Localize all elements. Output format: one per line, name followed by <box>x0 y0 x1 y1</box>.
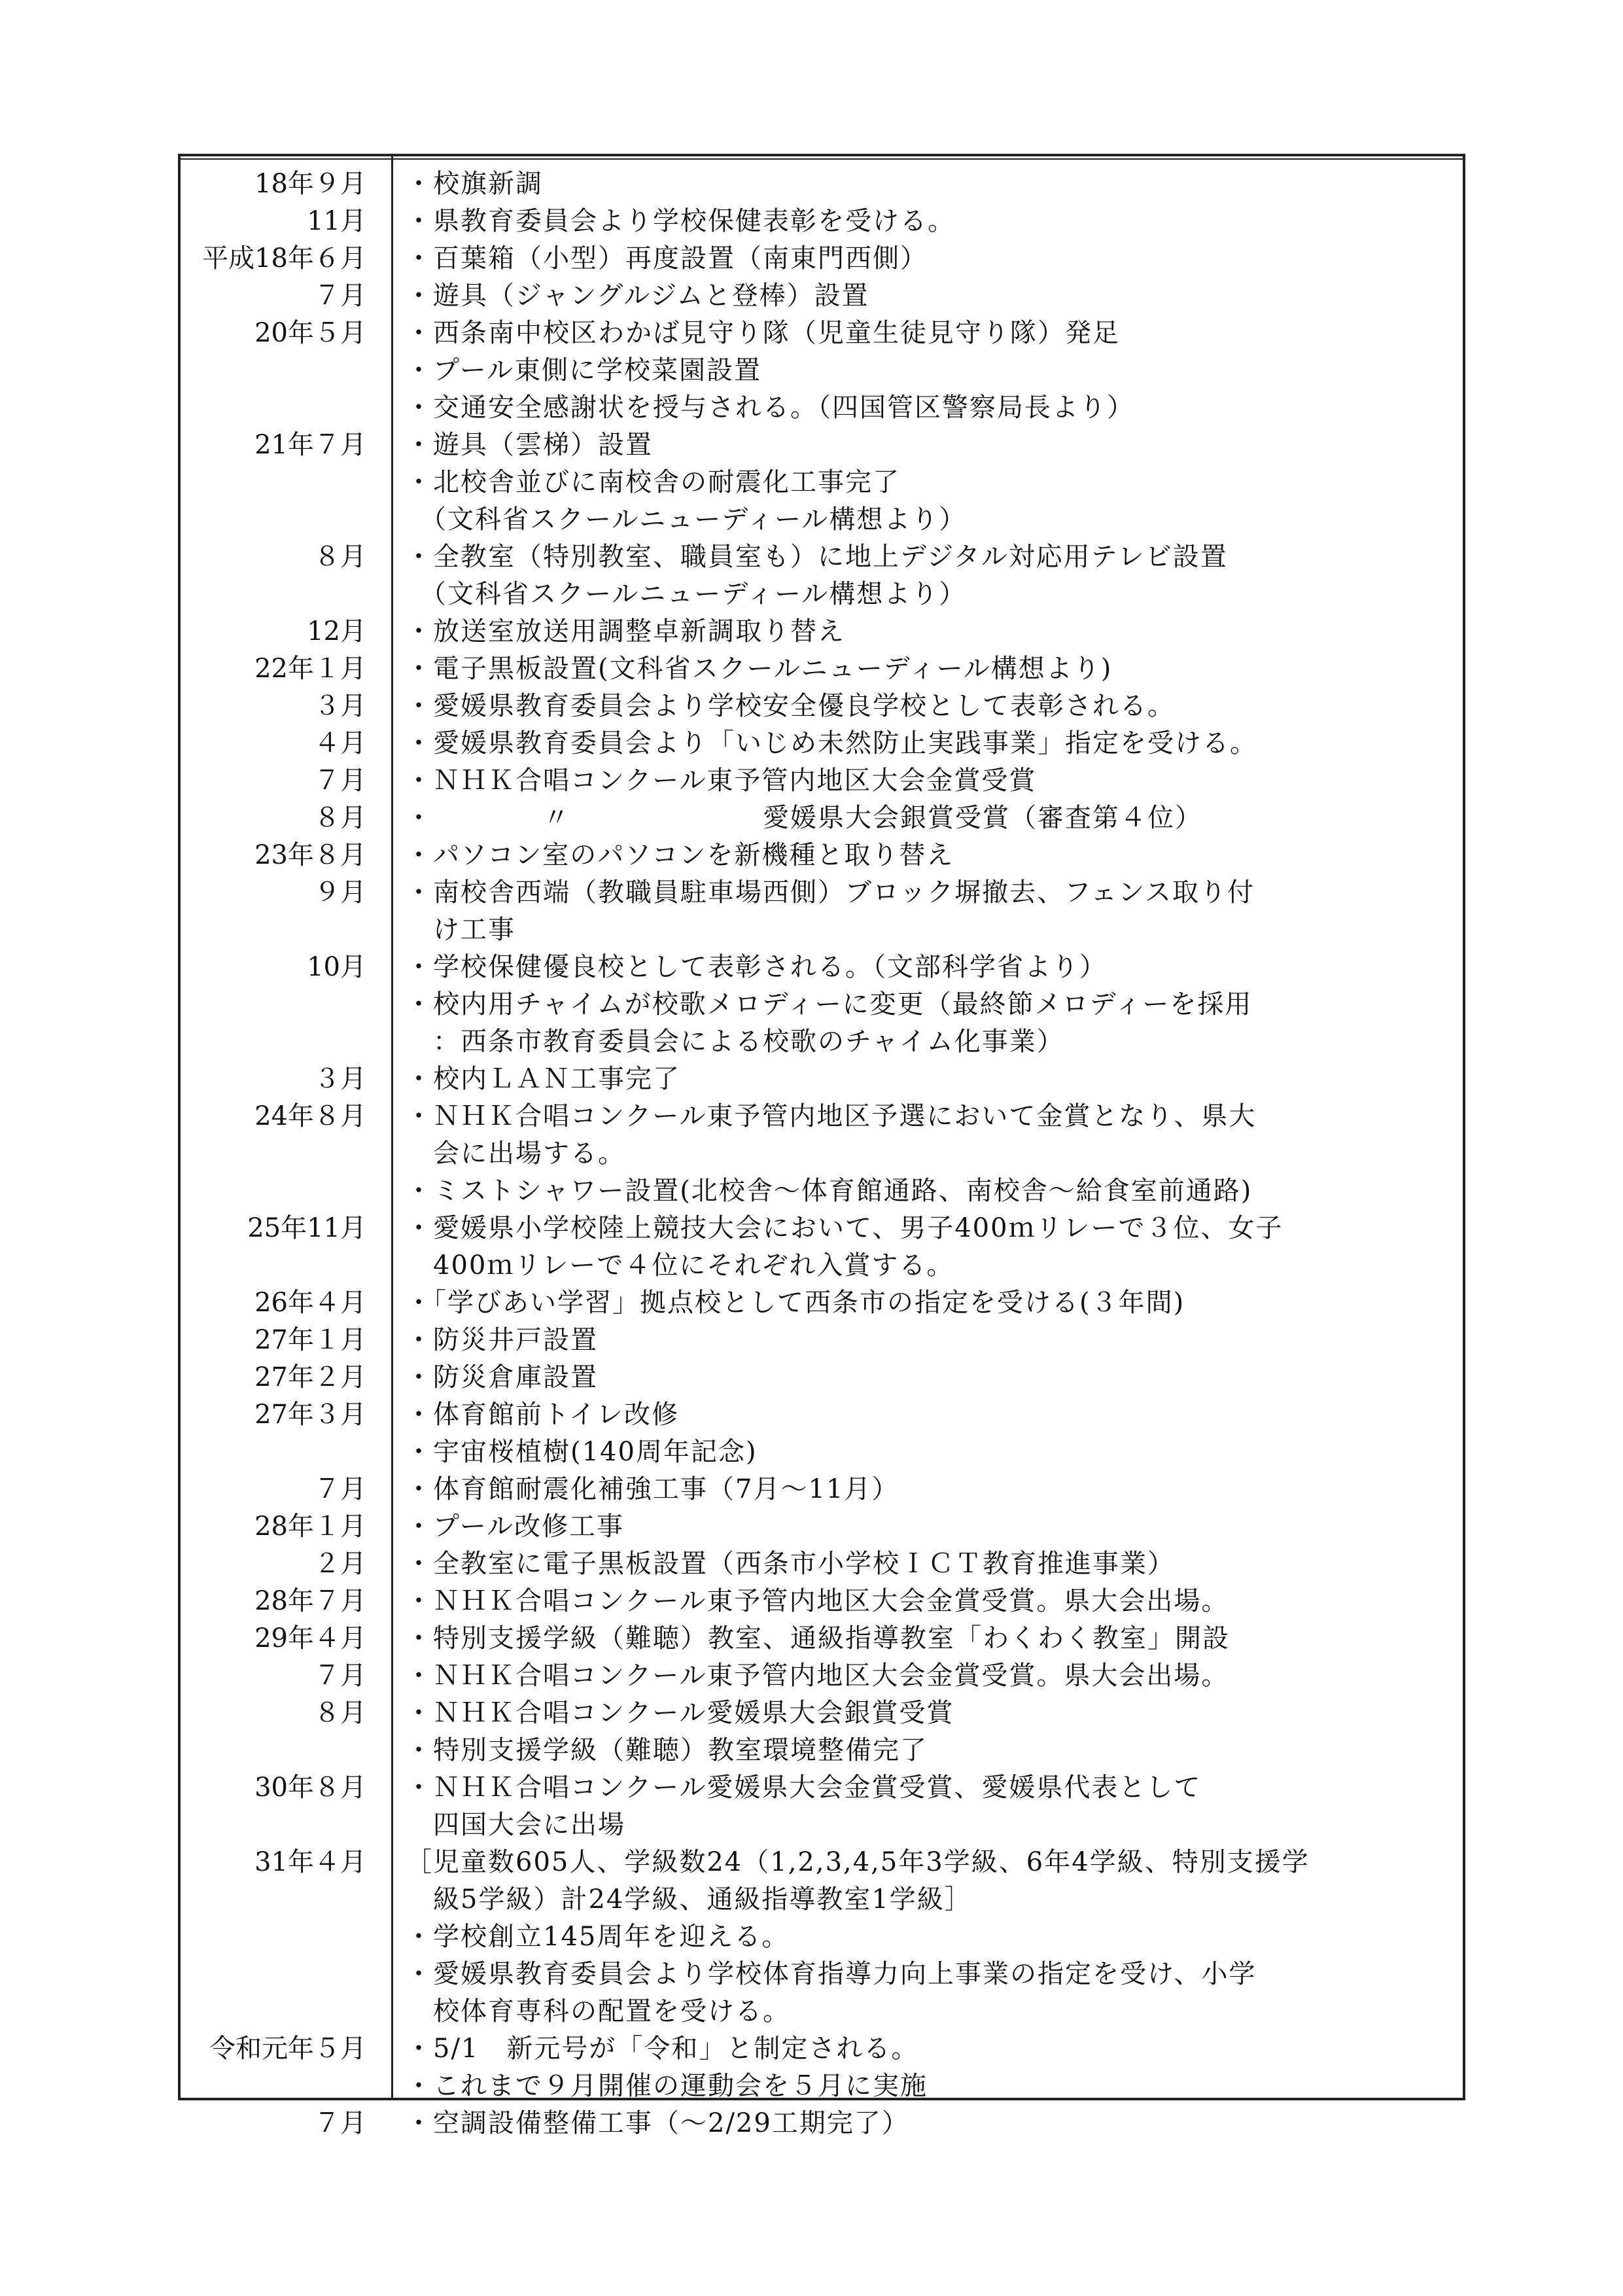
table-row <box>181 762 1463 800</box>
row-date: 18年９月 <box>254 169 366 199</box>
row-date: 20年５月 <box>254 318 366 348</box>
row-date <box>181 1135 391 1173</box>
row-text: 四国大会に出場 <box>406 1810 625 1840</box>
table-row <box>181 501 1463 539</box>
row-text: ・特別支援学級（難聴）教室環境整備完了 <box>406 1735 928 1765</box>
row-text: ・校内用チャイムが校歌メロディーに変更（最終節メロディーを採用 <box>406 989 1253 1019</box>
table-row <box>181 1210 1463 1247</box>
row-date <box>181 352 391 389</box>
table-row <box>181 1918 1463 1956</box>
row-date: ７月 <box>314 2108 366 2138</box>
table-row <box>181 800 1463 837</box>
table-row <box>181 1807 1463 1844</box>
row-text: ・パソコン室のパソコンを新機種と取り替え <box>406 840 954 870</box>
row-date: ９月 <box>314 877 366 908</box>
row-date: 平成18年６月 <box>202 243 366 274</box>
row-date: 令和元年５月 <box>209 2034 366 2064</box>
row-date: 31年４月 <box>254 1847 366 1877</box>
row-text: ・防災井戸設置 <box>406 1325 598 1355</box>
row-text: ・校旗新調 <box>406 169 543 199</box>
row-text: ・ＮＨＫ合唱コンクール愛媛県大会銀賞受賞 <box>406 1698 954 1728</box>
row-text: ・ＮＨＫ合唱コンクール東予管内地区予選において金賞となり、県大 <box>406 1101 1257 1131</box>
table-row <box>181 688 1463 725</box>
table-row <box>181 1247 1463 1284</box>
row-date: 30年８月 <box>254 1773 366 1803</box>
row-text: ・特別支援学級（難聴）教室、通級指導教室「わくわく教室」開設 <box>406 1623 1230 1653</box>
row-date <box>181 986 391 1023</box>
row-text: 会に出場する。 <box>406 1139 625 1169</box>
row-text: ・愛媛県小学校陸上競技大会において、男子400ｍリレーで３位、女子 <box>406 1213 1283 1243</box>
row-text: け工事 <box>406 915 515 945</box>
row-text: ・ＮＨＫ合唱コンクール東予管内地区大会金賞受賞 <box>406 766 1037 796</box>
row-text: ・南校舎西端（教職員駐車場西側）ブロック塀撤去、フェンス取り付 <box>406 877 1255 908</box>
row-date: 11月 <box>307 206 366 236</box>
row-date <box>181 1023 391 1061</box>
row-date: ３月 <box>314 691 366 721</box>
row-text: ・体育館前トイレ改修 <box>406 1400 679 1430</box>
row-date: 22年１月 <box>254 654 366 684</box>
row-text: ・遊具（雲梯）設置 <box>406 430 653 460</box>
row-text: ・全教室に電子黒板設置（西条市小学校ＩＣＴ教育推進事業） <box>406 1549 1175 1579</box>
table-row <box>181 1620 1463 1657</box>
row-text: ・ＮＨＫ合唱コンクール東予管内地区大会金賞受賞。県大会出場。 <box>406 1586 1229 1616</box>
row-date: ４月 <box>314 728 366 758</box>
row-date: 23年８月 <box>254 840 366 870</box>
row-date <box>181 464 391 501</box>
table-row <box>181 1545 1463 1583</box>
row-date: ３月 <box>314 1064 366 1094</box>
row-date <box>181 1732 391 1769</box>
row-date: 29年４月 <box>254 1623 366 1653</box>
table-row <box>181 203 1463 240</box>
row-date: ７月 <box>314 766 366 796</box>
row-text: ・学校創立145周年を迎える。 <box>406 1922 790 1952</box>
row-text: ・プール改修工事 <box>406 1511 624 1542</box>
row-date: 25年11月 <box>247 1213 366 1243</box>
row-text: ・ 〃 愛媛県大会銀賞受賞（審査第４位） <box>406 803 1202 833</box>
row-text: ・電子黒板設置(文科省スクールニューディール構想より) <box>406 654 1113 684</box>
row-text: 級5学級）計24学級、通級指導教室1学級］ <box>406 1884 972 1915</box>
row-text: ・百葉箱（小型）再度設置（南東門西側） <box>406 243 928 274</box>
table-row <box>181 2105 1463 2142</box>
table-row <box>181 1434 1463 1471</box>
row-date: 27年３月 <box>254 1400 366 1430</box>
row-date <box>181 1881 391 1918</box>
table-row <box>181 1732 1463 1769</box>
table-row <box>181 2030 1463 2068</box>
table-row <box>181 986 1463 1023</box>
row-date <box>181 1247 391 1284</box>
table-row <box>181 1322 1463 1359</box>
row-date: ２月 <box>314 1549 366 1579</box>
row-date <box>181 1807 391 1844</box>
row-text: ・北校舎並びに南校舎の耐震化工事完了 <box>406 467 900 497</box>
table-row <box>181 1173 1463 1210</box>
table-row <box>181 427 1463 464</box>
row-text: ・放送室放送用調整卓新調取り替え <box>406 616 845 646</box>
table-row <box>181 1135 1463 1173</box>
row-text: ・遊具（ジャングルジムと登棒）設置 <box>406 281 869 311</box>
table-row <box>181 315 1463 352</box>
table-row <box>181 1956 1463 1993</box>
row-text: （文科省スクールニューディール構想より） <box>406 579 967 609</box>
table-row <box>181 837 1463 874</box>
row-text: 400ｍリレーで４位にそれぞれ入賞する。 <box>406 1250 954 1280</box>
row-text: ・5/1 新元号が「令和」と制定される。 <box>406 2034 919 2064</box>
table-row <box>181 2068 1463 2105</box>
table-row <box>181 1769 1463 1807</box>
row-text: ・全教室（特別教室、職員室も）に地上デジタル対応用テレビ設置 <box>406 542 1228 572</box>
table-row <box>181 389 1463 427</box>
table-row <box>181 576 1463 613</box>
row-date: 10月 <box>307 952 366 982</box>
row-text: ・「学びあい学習」拠点校として西条市の指定を受ける(３年間) <box>406 1288 1185 1318</box>
row-text: ・学校保健優良校として表彰される。（文部科学省より） <box>406 952 1107 982</box>
row-date: ８月 <box>314 1698 366 1728</box>
row-date: ７月 <box>314 281 366 311</box>
table-row <box>181 1061 1463 1098</box>
row-text: ・プール東側に学校菜園設置 <box>406 355 761 385</box>
row-date: 21年７月 <box>254 430 366 460</box>
row-date <box>181 1918 391 1956</box>
row-date: 28年７月 <box>254 1586 366 1616</box>
row-text: ・県教育委員会より学校保健表彰を受ける。 <box>406 206 955 236</box>
row-text: ：西条市教育委員会による校歌のチャイム化事業） <box>406 1027 1064 1057</box>
table-row <box>181 539 1463 576</box>
row-text: ・西条南中校区わかば見守り隊（児童生徒見守り隊）発足 <box>406 318 1120 348</box>
row-date: ７月 <box>314 1474 366 1504</box>
row-text: ・ＮＨＫ合唱コンクール東予管内地区大会金賞受賞。県大会出場。 <box>406 1661 1229 1691</box>
row-text: ・宇宙桜植樹(140周年記念) <box>406 1437 758 1467</box>
row-text: ・ミストシャワー設置(北校舎～体育館通路、南校舎～給食室前通路) <box>406 1176 1253 1206</box>
table-row <box>181 1993 1463 2030</box>
row-text: （文科省スクールニューディール構想より） <box>406 504 967 535</box>
table-row <box>181 352 1463 389</box>
table-row <box>181 277 1463 315</box>
row-date: 24年８月 <box>254 1101 366 1131</box>
table-row <box>181 1023 1463 1061</box>
row-date <box>181 1993 391 2030</box>
table-row <box>181 1508 1463 1545</box>
row-date: 26年４月 <box>254 1288 366 1318</box>
table-row <box>181 240 1463 277</box>
table-row <box>181 166 1463 203</box>
table-row <box>181 1284 1463 1322</box>
row-text: ・愛媛県教育委員会より「いじめ未然防止実践事業」指定を受ける。 <box>406 728 1257 758</box>
table-row <box>181 650 1463 688</box>
row-text: ・交通安全感謝状を授与される。（四国管区警察局長より） <box>406 393 1134 423</box>
row-date <box>181 1434 391 1471</box>
row-date <box>181 576 391 613</box>
row-text: ・校内ＬＡＮ工事完了 <box>406 1064 680 1094</box>
row-date <box>181 389 391 427</box>
row-text: ・これまで９月開催の運動会を５月に実施 <box>406 2071 928 2101</box>
table-row <box>181 1471 1463 1508</box>
row-text: ・愛媛県教育委員会より学校安全優良学校として表彰される。 <box>406 691 1175 721</box>
table-row <box>181 911 1463 949</box>
row-date: 27年２月 <box>254 1362 366 1392</box>
table-row <box>181 464 1463 501</box>
table-row <box>181 1098 1463 1135</box>
row-text: ・空調設備整備工事（～2/29工期完了） <box>406 2108 909 2138</box>
table-row <box>181 949 1463 986</box>
table-row <box>181 725 1463 762</box>
history-table <box>178 154 1465 2138</box>
row-text: ・体育館耐震化補強工事（7月～11月） <box>406 1474 899 1504</box>
row-text: ・ＮＨＫ合唱コンクール愛媛県大会金賞受賞、愛媛県代表として <box>406 1773 1202 1803</box>
table-row <box>181 1881 1463 1918</box>
row-text: ・愛媛県教育委員会より学校体育指導力向上事業の指定を受け、小学 <box>406 1959 1257 1989</box>
row-date: ８月 <box>314 542 366 572</box>
row-text: 校体育専科の配置を受ける。 <box>406 1996 790 2026</box>
table-row <box>181 1396 1463 1434</box>
row-date: 28年１月 <box>254 1511 366 1542</box>
table-row <box>181 1657 1463 1695</box>
row-date: 12月 <box>307 616 366 646</box>
row-date <box>181 1956 391 1993</box>
table-row <box>181 613 1463 650</box>
table-row <box>181 1359 1463 1396</box>
row-date <box>181 501 391 539</box>
row-date: ７月 <box>314 1661 366 1691</box>
table-row <box>181 1844 1463 1881</box>
row-text: ・防災倉庫設置 <box>406 1362 598 1392</box>
row-date <box>181 1173 391 1210</box>
table-row <box>181 1695 1463 1732</box>
row-text: ［児童数605人、学級数24（1,2,3,4,5年3学級、6年4学級、特別支援学 <box>406 1847 1310 1877</box>
row-date <box>181 2068 391 2105</box>
row-date: 27年１月 <box>254 1325 366 1355</box>
table-rows <box>181 166 1463 2142</box>
row-date: ８月 <box>314 803 366 833</box>
table-row <box>181 874 1463 911</box>
table-row <box>181 1583 1463 1620</box>
row-date <box>181 911 391 949</box>
